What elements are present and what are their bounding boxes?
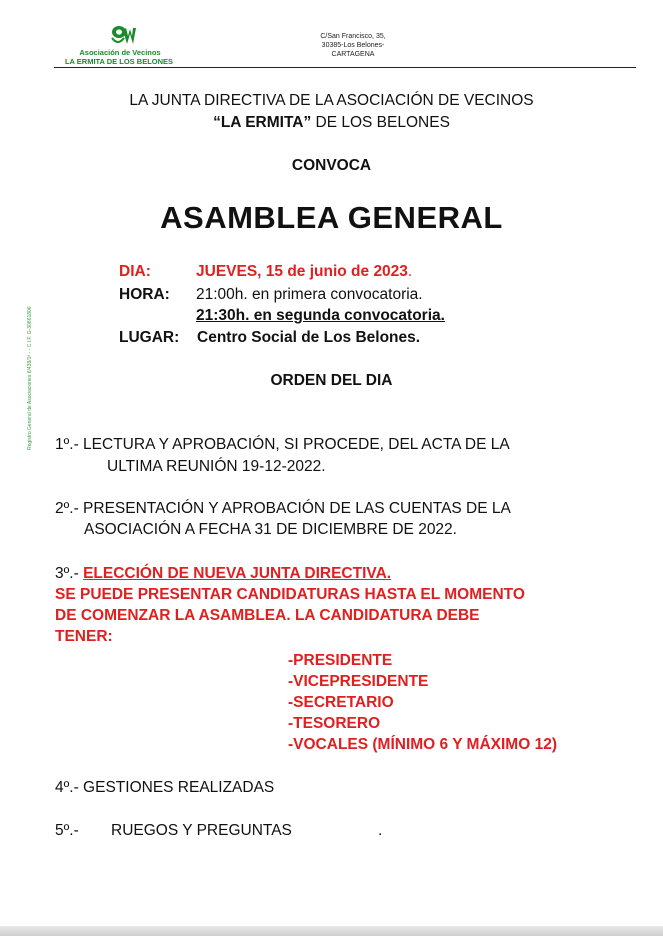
lugar-value: Centro Social de Los Belones. bbox=[197, 329, 421, 346]
logo-subtitle: LA ERMITA DE LOS BELONES bbox=[64, 57, 174, 66]
item-3-line-1 bbox=[55, 565, 391, 583]
item-5-dot: . bbox=[378, 822, 383, 839]
logo-name: Asociación de Vecinos bbox=[79, 48, 161, 57]
item-1-line-1: 1º.- LECTURA Y APROBACIÓN, SI PROCEDE, DEL ACTA DE LA bbox=[55, 436, 510, 453]
position-treasurer: -TESORERO bbox=[288, 715, 381, 732]
dia-value bbox=[196, 263, 412, 281]
address bbox=[303, 32, 403, 59]
registry-side-text: Registro General de Asociaciones 6/438/1ª - - C.I.F. G-30861806 bbox=[27, 306, 33, 450]
item-4: 4º.- GESTIONES REALIZADAS bbox=[55, 779, 275, 796]
item-1-line-2: ULTIMA REUNIÓN 19-12-2022. bbox=[107, 458, 326, 475]
page-bottom-edge bbox=[0, 926, 663, 936]
hora-first: 21:00h. en primera convocatoria. bbox=[196, 286, 423, 303]
hora-label: HORA: bbox=[119, 286, 170, 303]
intro-line-2-rest: DE LOS BELONES bbox=[311, 114, 450, 131]
dia-dot: . bbox=[407, 263, 413, 280]
address-line-2: 30385-Los Belones- bbox=[321, 42, 385, 49]
dia-date: JUEVES, 15 de junio de 2023 bbox=[196, 263, 408, 280]
lugar-label: LUGAR: bbox=[119, 329, 180, 346]
item-3-line-3: DE COMENZAR LA ASAMBLEA. LA CANDIDATURA DEBE bbox=[55, 607, 480, 624]
item-3-line-4: TENER: bbox=[55, 628, 113, 645]
position-vice-president: -VICEPRESIDENTE bbox=[288, 673, 429, 690]
page-title: ASAMBLEA GENERAL bbox=[160, 200, 503, 235]
position-members: -VOCALES (MÍNIMO 6 Y MÁXIMO 12) bbox=[288, 736, 557, 753]
item-3-number: 3º.- bbox=[55, 565, 79, 582]
convoca-heading: CONVOCA bbox=[291, 157, 372, 174]
orden-heading: ORDEN DEL DIA bbox=[270, 372, 393, 389]
intro-line-1: LA JUNTA DIRECTIVA DE LA ASOCIACIÓN DE VECINOS bbox=[129, 92, 534, 109]
position-secretary: -SECRETARIO bbox=[288, 694, 394, 711]
position-president: -PRESIDENTE bbox=[288, 652, 393, 669]
intro-line-2 bbox=[0, 114, 663, 132]
item-2-line-1: 2º.- PRESENTACIÓN Y APROBACIÓN DE LAS CUENTAS DE LA bbox=[55, 500, 511, 517]
item-5-number: 5º.- bbox=[55, 822, 79, 839]
association-logo-icon bbox=[110, 24, 136, 48]
address-line-3: CARTAGENA bbox=[331, 51, 375, 58]
item-5-text: RUEGOS Y PREGUNTAS bbox=[111, 822, 292, 839]
header-divider bbox=[54, 67, 636, 68]
address-line-1: C/San Francisco, 35, bbox=[320, 33, 386, 40]
hora-second: 21:30h. en segunda convocatoria. bbox=[196, 307, 445, 324]
item-3-title: ELECCIÓN DE NUEVA JUNTA DIRECTIVA. bbox=[83, 565, 392, 582]
item-2-line-2: ASOCIACIÓN A FECHA 31 DE DICIEMBRE DE 2022. bbox=[84, 521, 457, 538]
intro-quoted-name: “LA ERMITA” bbox=[213, 114, 312, 131]
item-3-line-2: SE PUEDE PRESENTAR CANDIDATURAS HASTA EL MOMENTO bbox=[55, 586, 525, 603]
dia-label: DIA: bbox=[119, 263, 151, 280]
